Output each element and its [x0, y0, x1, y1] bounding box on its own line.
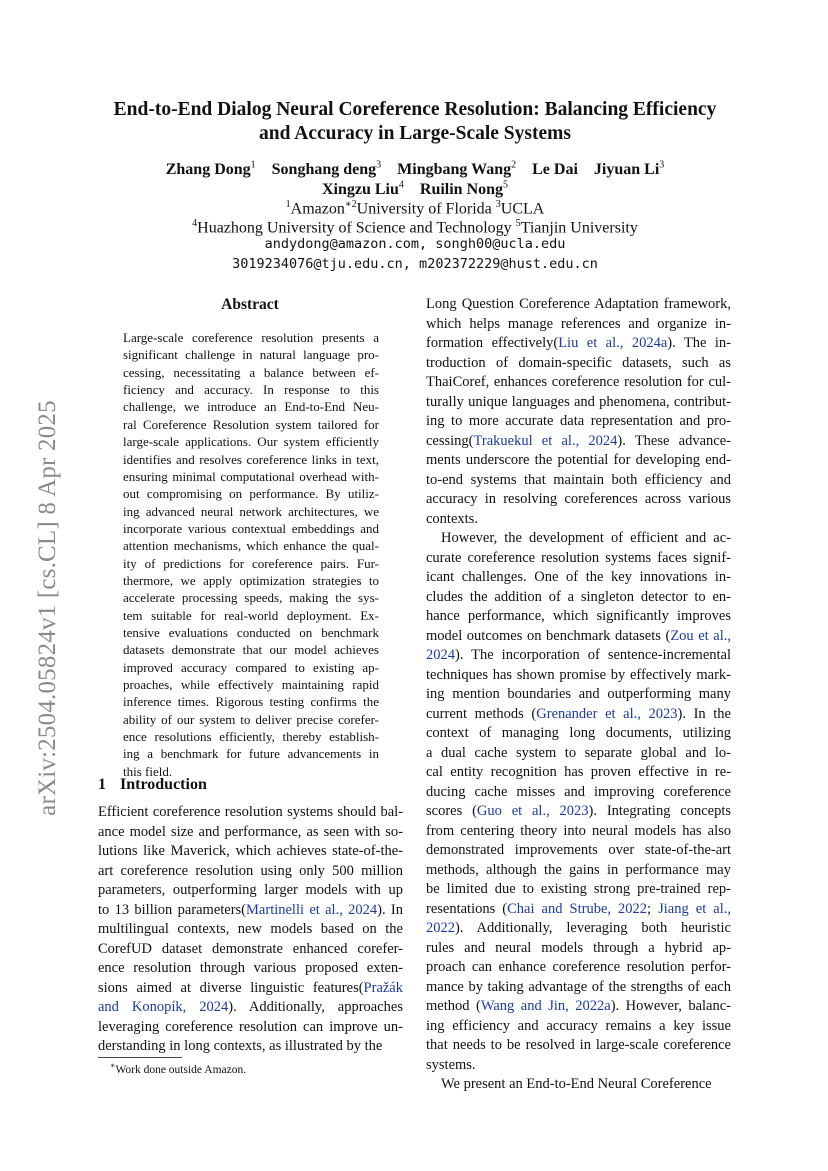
text-span: rules and neural models through a hybrid ap-	[426, 939, 731, 956]
citation-link[interactable]: Grenander et al., 2023	[536, 705, 678, 722]
affiliations-line-1: $^1$Amazon$^{∗2}$University of Florida $^3$UCLA	[285, 199, 545, 218]
author-name: Songhang deng$^3$	[271, 160, 382, 179]
text-span: sions aimed at diverse linguistic features(	[98, 979, 364, 996]
text-line	[426, 998, 731, 1015]
text-span: lutions like Maverick, which achieves state-of-the-	[98, 843, 403, 859]
abstract-line: tensive evaluations conducted on benchmark	[123, 625, 379, 640]
citation-link[interactable]: Pražák	[363, 979, 403, 996]
abstract-line: ficiency and accuracy. In response to this	[123, 382, 379, 398]
text-span: systems.	[426, 1056, 476, 1073]
text-span: a dual cache system to separate global and lo-	[426, 744, 731, 761]
text-span: ducing cache misses and improving coreference	[426, 783, 731, 800]
text-line	[426, 764, 731, 781]
text-span: ). In the	[677, 705, 731, 722]
text-span: hance performance, which significantly improves	[426, 608, 731, 624]
abstract-line: ensuring minimal computational overhead with-	[123, 468, 379, 484]
text-span: context of managing long documents, utilizing	[426, 725, 731, 741]
text-line	[426, 1076, 731, 1093]
text-line	[426, 530, 731, 547]
abstract-line: improved accuracy compared to existing ap-	[123, 659, 379, 675]
text-span: curate coreference resolution systems faces signif-	[426, 549, 731, 566]
text-line	[98, 980, 403, 997]
text-line	[426, 394, 731, 411]
text-line	[98, 921, 403, 938]
abstract-line: ing a benchmark for future advancements in	[123, 746, 379, 762]
abstract-line: inference times. Rigorous testing confirms the	[123, 694, 379, 710]
text-line	[426, 316, 731, 333]
email-line: andydong@amazon.com, songh00@ucla.edu	[264, 236, 566, 252]
text-span: ). Additionally, leveraging both heuristic	[455, 920, 731, 936]
text-line	[426, 452, 731, 469]
text-span: ance model size and performance, as seen with so-	[98, 823, 403, 840]
text-span: derstanding in long contexts, as illustrated by the	[98, 1038, 383, 1054]
text-span: ). The incorporation of sentence-incremental	[455, 647, 731, 663]
abstract-line: large-scale applications. Our system efficiently	[123, 434, 379, 450]
text-line	[98, 804, 403, 821]
text-span: proach can enhance coreference resolution perfor-	[426, 959, 731, 975]
text-span: ing efficiency and accuracy remains a key issue	[426, 1017, 731, 1034]
citation-link[interactable]: 2024	[426, 647, 455, 663]
citation-link[interactable]: Liu et al., 2024a	[558, 335, 668, 351]
author-name: Zhang Dong$^1$	[165, 160, 256, 179]
text-line	[426, 374, 731, 391]
abstract-line: this field.	[123, 763, 173, 779]
text-span: to-end systems that maintain both efficiency and	[426, 471, 731, 488]
text-span: Efficient coreference resolution systems should bal-	[98, 804, 403, 820]
text-span: However, the development of efficient and ac-	[441, 530, 731, 546]
citation-link[interactable]: Zou et al.,	[670, 627, 731, 644]
author-name: Xingzu Liu$^4$	[321, 180, 404, 199]
text-span: formation effectively(	[426, 335, 559, 351]
text-line	[426, 589, 731, 606]
abstract-line: incorporate various contextual embeddings and	[123, 520, 379, 536]
text-span: ing to more accurate data representation and pro-	[426, 413, 731, 429]
text-line	[426, 881, 731, 898]
text-line	[426, 569, 731, 586]
text-span: mance by taking advantage of the strengths of each	[426, 978, 731, 995]
text-line	[98, 824, 403, 841]
text-span: cal entity recognition has proven effective in re-	[426, 764, 731, 780]
text-line	[426, 433, 731, 450]
text-line	[426, 862, 731, 879]
citation-link[interactable]: and Konopík, 2024	[98, 999, 229, 1015]
text-line	[426, 628, 731, 645]
text-span: multilingual contexts, new models based on the	[98, 921, 403, 937]
text-line	[426, 784, 731, 801]
text-span: resentations (	[426, 900, 508, 917]
arxiv-identifier: arXiv:2504.05824v1 [cs.CL] 8 Apr 2025	[34, 400, 61, 816]
text-span: ThaiCoref, enhances coreference resolution for cul-	[426, 374, 731, 390]
footnote-rule	[98, 1057, 182, 1058]
text-line	[426, 959, 731, 976]
text-line	[426, 920, 731, 937]
section-heading: 1 Introduction	[98, 776, 207, 793]
abstract-line: cessing, necessitating a balance between ef-	[123, 364, 379, 380]
text-line	[426, 706, 731, 723]
text-span: method (	[426, 998, 481, 1014]
abstract-line: datasets demonstrate that our model achieves	[123, 642, 379, 658]
citation-link[interactable]: Martinelli et al., 2024	[246, 901, 378, 918]
text-line	[426, 725, 731, 742]
text-span: ). Additionally, approaches	[228, 999, 403, 1015]
text-line	[426, 608, 731, 625]
affiliations-line-2: $^4$Huazhong University of Science and Technology $^5$Tianjin University	[192, 218, 638, 237]
text-line	[426, 491, 731, 508]
text-span: Long Question Coreference Adaptation framework,	[426, 296, 731, 312]
text-line	[426, 842, 731, 859]
text-span: methods, although the gains in performance may	[426, 861, 731, 878]
text-line	[426, 472, 731, 489]
author-name: Jiyuan Li$^3$	[593, 160, 665, 179]
citation-link[interactable]: Guo et al., 2023	[476, 803, 589, 819]
text-line	[426, 1037, 731, 1054]
text-span: ing mention boundaries and outperforming many	[426, 686, 731, 702]
text-span: cludes the addition of a singleton detector to en-	[426, 588, 731, 605]
text-line	[98, 843, 403, 860]
text-span: CorefUD dataset demonstrate enhanced corefer-	[98, 940, 403, 957]
text-span: techniques has shown promise by effectively mark-	[426, 666, 731, 683]
text-span: ). The in-	[667, 335, 732, 351]
text-span: that needs to be resolved in large-scale coreference	[426, 1037, 731, 1053]
abstract-line: thermore, we apply optimization strategies to	[123, 572, 379, 588]
citation-link[interactable]: Jiang et al.,	[658, 900, 731, 917]
text-span: ;	[647, 900, 659, 917]
text-line	[426, 1057, 731, 1074]
citation-link[interactable]: Wang and Jin, 2022a	[480, 998, 611, 1014]
text-line	[426, 940, 731, 957]
abstract-heading: Abstract	[221, 296, 279, 313]
text-span: cessing(	[426, 432, 474, 449]
abstract-line: attention mechanisms, which enhance the qual-	[123, 538, 379, 554]
text-span: ). These advance-	[617, 432, 731, 449]
text-span: ments underscore the potential for developing end-	[426, 452, 731, 468]
text-line	[426, 413, 731, 430]
text-span: turally unique languages and phenomena, contribut-	[426, 393, 731, 410]
text-line	[98, 941, 403, 958]
text-span: contexts.	[426, 510, 478, 527]
text-line	[426, 296, 731, 313]
abstract-line: challenge, we introduce an End-to-End Neu-	[123, 399, 379, 415]
title-line: and Accuracy in Large-Scale Systems	[259, 123, 571, 144]
text-span: which helps manage references and organize in-	[426, 315, 731, 332]
abstract-line: proaches, while effectively maintaining rapid	[123, 677, 379, 692]
abstract-line: ral Coreference Resolution system tailored for	[123, 416, 379, 432]
author-name: Mingbang Wang$^2$	[397, 160, 517, 179]
text-line	[426, 979, 731, 996]
abstract-line: significant challenge in natural language pro-	[123, 347, 379, 363]
text-line	[426, 745, 731, 762]
text-span: art coreference resolution using only 500 million	[98, 862, 403, 879]
text-line	[98, 902, 403, 919]
citation-link[interactable]: Chai and Strube, 2022	[507, 900, 648, 917]
text-line	[98, 999, 403, 1016]
text-line	[426, 511, 731, 528]
text-line	[98, 1038, 403, 1055]
text-span: current methods (	[426, 705, 537, 722]
text-span: ). In	[377, 901, 403, 918]
text-line	[426, 686, 731, 703]
text-span: be limited due to existing strong pre-trained rep-	[426, 881, 731, 897]
text-line	[98, 882, 403, 899]
abstract-line: accelerate processing speeds, making the sys-	[123, 590, 379, 606]
text-span: to 13 billion parameters(	[98, 901, 247, 918]
text-span: accuracy in resolving coreferences across various	[426, 491, 731, 507]
abstract-line: ence resolutions efficiently, thereby establish-	[123, 729, 379, 744]
text-span: demonstrated improvements over state-of-the-art	[426, 842, 731, 858]
abstract-line: Large-scale coreference resolution presents a	[123, 330, 379, 345]
title-line: End-to-End Dialog Neural Coreference Resolution: Balancing Efficiency	[113, 99, 717, 120]
text-line	[426, 823, 731, 840]
author-name: Ruilin Nong$^5$	[419, 180, 509, 199]
text-line	[98, 1019, 403, 1036]
text-line	[426, 667, 731, 684]
text-span: ). However, balanc-	[610, 998, 731, 1014]
abstract-line: ity of predictions for coreference pairs. Fur-	[123, 555, 379, 571]
abstract-line: ing advanced neural network architectures, we	[123, 503, 379, 519]
text-line	[426, 803, 731, 820]
text-span: model outcomes on benchmark datasets (	[426, 627, 671, 644]
text-span: ence resolution through various proposed exten-	[98, 960, 403, 976]
abstract-line: tem suitable for real-world deployment. Ex-	[123, 607, 379, 623]
text-span: ). Integrating concepts	[588, 803, 731, 819]
text-line	[426, 335, 731, 352]
abstract-line: identifies and resolves coreference links in text,	[123, 451, 379, 467]
text-line	[426, 901, 731, 918]
text-span: parameters, outperforming larger models with up	[98, 882, 403, 898]
author-name: Le Dai	[532, 161, 578, 179]
paper-title	[80, 98, 750, 146]
text-span: scores (	[426, 803, 477, 819]
text-line	[98, 863, 403, 880]
text-line	[426, 355, 731, 372]
email-line: 3019234076@tju.edu.cn, m202372229@hust.edu.cn	[232, 256, 598, 272]
text-line	[426, 1018, 731, 1035]
text-line	[426, 647, 731, 664]
abstract-line: out compromising on performance. By utiliz-	[123, 486, 379, 502]
text-span: from centering theory into neural models has also	[426, 822, 731, 839]
citation-link[interactable]: 2022	[426, 920, 455, 936]
text-span: icant challenges. One of the key innovations in-	[426, 569, 731, 585]
text-line	[426, 550, 731, 567]
citation-link[interactable]: Trakuekul et al., 2024	[473, 432, 618, 449]
text-span: troduction of domain-specific datasets, such as	[426, 354, 731, 371]
abstract-line: ability of our system to deliver precise corefer-	[123, 711, 379, 727]
text-line	[98, 960, 403, 977]
footnote: ∗Work done outside Amazon.	[110, 1061, 247, 1076]
text-span: We present an End-to-End Neural Coreference	[441, 1076, 712, 1092]
text-span: leveraging coreference resolution can improve un-	[98, 1018, 403, 1035]
